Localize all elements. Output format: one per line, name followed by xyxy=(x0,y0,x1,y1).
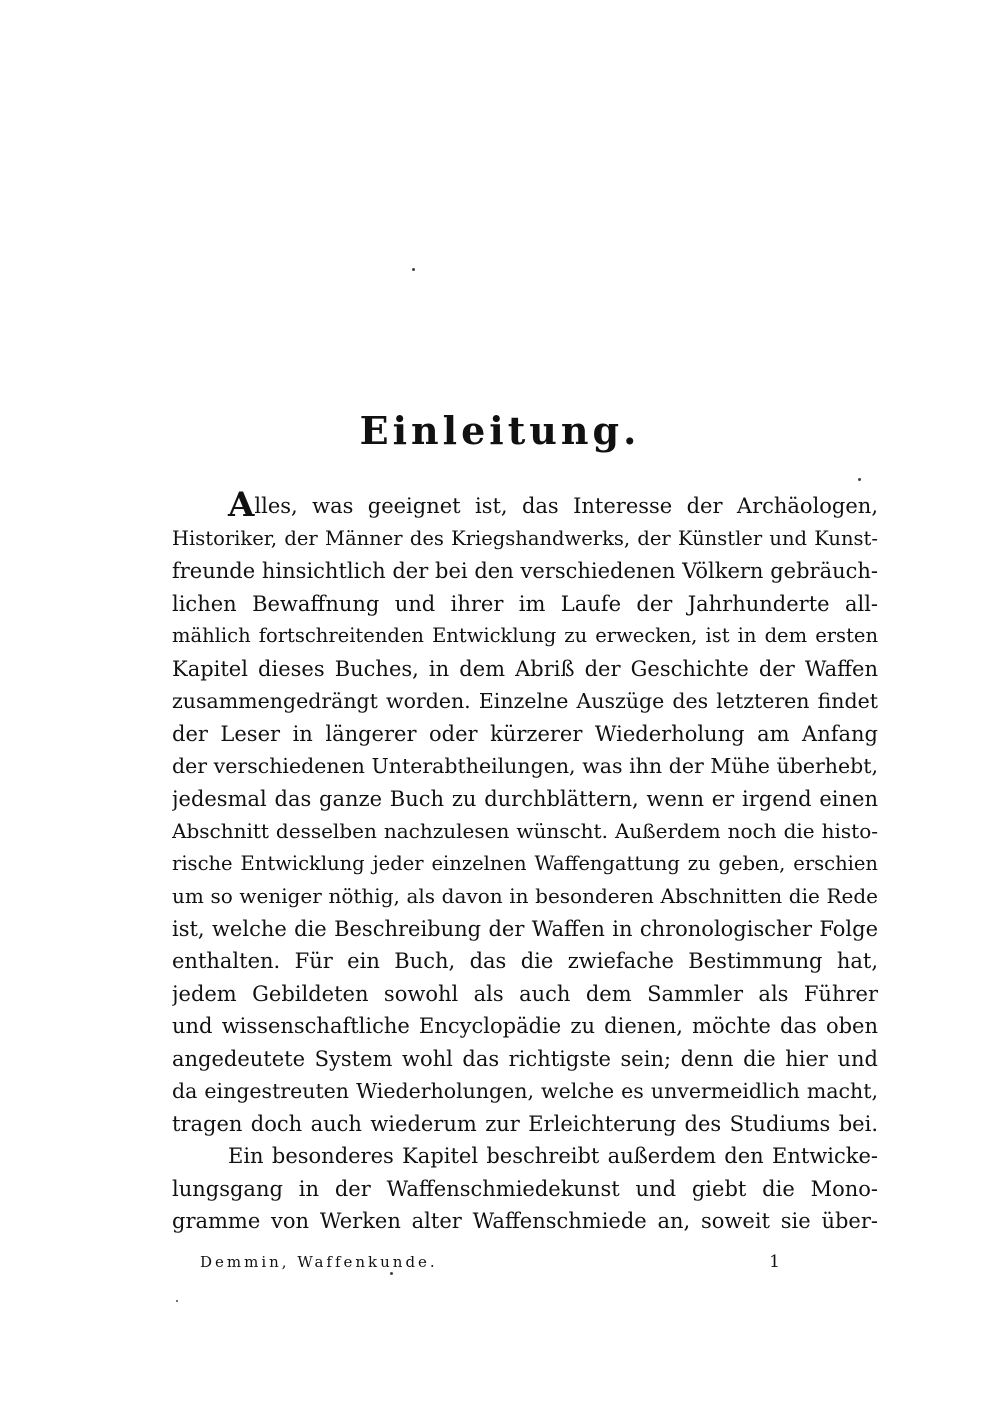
text-line: angedeutete System wohl das richtigste sein; denn die hier und xyxy=(172,1046,878,1071)
text-line: rische Entwicklung jeder einzelnen Waffengattung zu geben, erschien xyxy=(172,851,878,875)
drop-cap: A xyxy=(228,490,255,523)
print-speck xyxy=(176,1300,178,1302)
text-line: der verschiedenen Unterabtheilungen, was ihn der Mühe überhebt, xyxy=(172,754,878,778)
text-line: um so weniger nöthig, als davon in besonderen Abschnitten die Rede xyxy=(172,884,878,908)
text-line xyxy=(172,490,878,523)
page-number: 1 xyxy=(769,1252,780,1272)
text-line: jedem Gebildeten sowohl als auch dem Sammler als Führer xyxy=(172,981,878,1006)
text-line: ist, welche die Beschreibung der Waffen in chronologischer Folge xyxy=(172,916,878,941)
text-line: Abschnitt desselben nachzulesen wünscht. Außerdem noch die histo- xyxy=(172,819,878,843)
page-footer xyxy=(200,1250,780,1274)
text-line: Historiker, der Männer des Kriegshandwerks, der Künstler und Kunst- xyxy=(172,526,878,550)
text-line: gramme von Werken alter Waffenschmiede an, soweit sie über- xyxy=(172,1209,878,1233)
text-line: jedesmal das ganze Buch zu durchblättern, wenn er irgend einen xyxy=(172,786,878,811)
body-text xyxy=(172,490,878,1238)
text-line: Kapitel dieses Buches, in dem Abriß der Geschichte der Waffen xyxy=(172,656,878,681)
text-line: lichen Bewaffnung und ihrer im Laufe der Jahrhunderte all- xyxy=(172,591,878,616)
text-line: und wissenschaftliche Encyclopädie zu dienen, möchte das oben xyxy=(172,1014,878,1038)
signature-mark: Demmin, Waffenkunde. xyxy=(200,1253,438,1271)
print-speck xyxy=(412,268,415,271)
text-line: zusammengedrängt worden. Einzelne Auszüge des letzteren findet xyxy=(172,689,878,713)
text-line: der Leser in längerer oder kürzerer Wiederholung am Anfang xyxy=(172,721,878,746)
text-line: tragen doch auch wiederum zur Erleichterung des Studiums bei. xyxy=(172,1111,878,1136)
text-line: Ein besonderes Kapitel beschreibt außerdem den Entwicke- xyxy=(228,1144,878,1168)
text-line: mählich fortschreitenden Entwicklung zu erwecken, ist in dem ersten xyxy=(172,624,878,647)
text-line: freunde hinsichtlich der bei den verschiedenen Völkern gebräuch- xyxy=(172,559,878,583)
text-line: enthalten. Für ein Buch, das die zwiefache Bestimmung hat, xyxy=(172,949,878,973)
chapter-title: Einleitung. xyxy=(359,408,641,453)
print-speck xyxy=(858,478,861,481)
text-line: da eingestreuten Wiederholungen, welche es unvermeidlich macht, xyxy=(172,1079,878,1103)
text-line-rest: lles, was geeignet ist, das Interesse der Archäologen, xyxy=(254,494,878,518)
text-line: lungsgang in der Waffenschmiedekunst und giebt die Mono- xyxy=(172,1176,878,1201)
